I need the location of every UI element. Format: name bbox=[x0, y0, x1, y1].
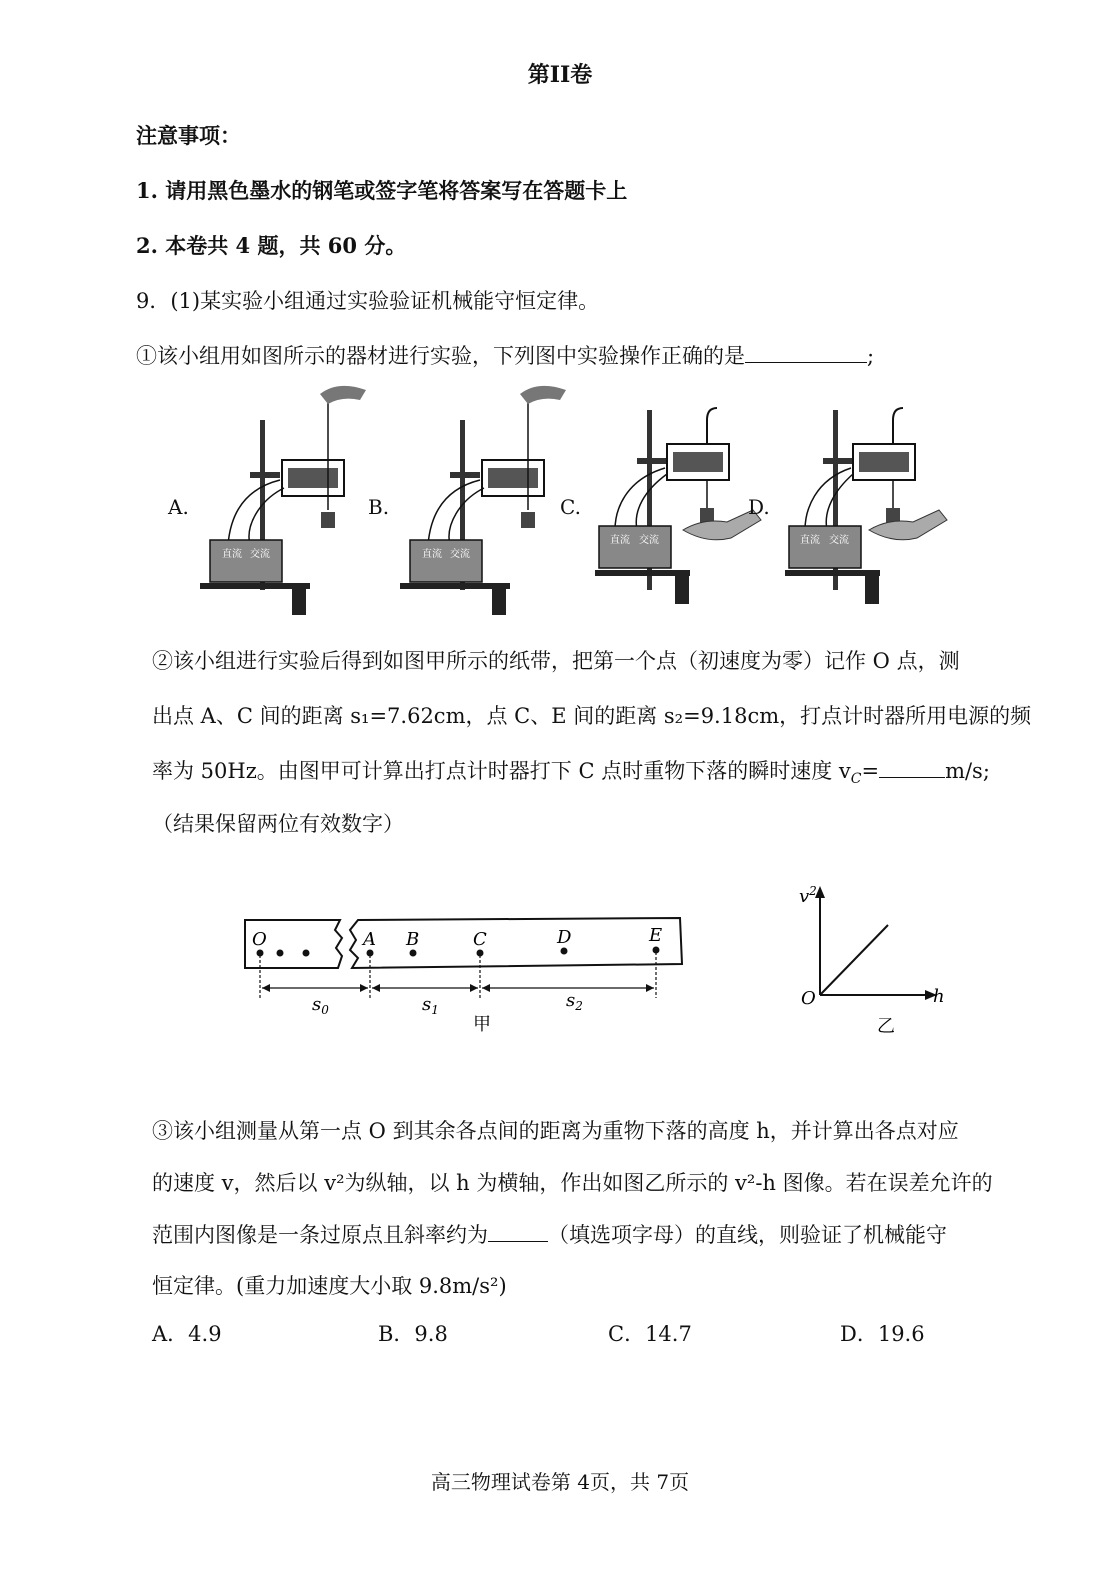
part3-line1: ③该小组测量从第一点 O 到其余各点间的距离为重物下落的高度 h，并计算出各点对应 bbox=[152, 1119, 959, 1143]
answer-blank-1[interactable] bbox=[745, 344, 867, 363]
part2-line2: 出点 A、C 间的距离 s₁=7.62cm，点 C、E 间的距离 s₂=9.18cm，打点计时器所用电源的频 bbox=[152, 704, 1032, 728]
part3-line3-a: 范围内图像是一条过原点且斜率约为 bbox=[152, 1223, 488, 1247]
notice-heading: 注意事项： bbox=[136, 123, 241, 148]
apparatus-c-diagram bbox=[595, 380, 765, 620]
apparatus-b-diagram bbox=[400, 380, 570, 620]
part3-line4: 恒定律。(重力加速度大小取 9.8m/s²) bbox=[152, 1274, 507, 1298]
answer-blank-2[interactable] bbox=[879, 759, 945, 778]
apparatus-d-diagram bbox=[785, 380, 955, 620]
tape-point-d: D bbox=[557, 927, 572, 948]
section-title: 第II卷 bbox=[527, 62, 593, 88]
question-intro: 9．(1)某实验小组通过实验验证机械能守恒定律。 bbox=[136, 289, 600, 313]
tape-point-e: E bbox=[649, 925, 663, 946]
velocity-subscript: C bbox=[850, 771, 862, 788]
box-label-ac: 交流 bbox=[450, 549, 470, 560]
part2-line1: ②该小组进行实验后得到如图甲所示的纸带，把第一个点（初速度为零）记作 O 点，测 bbox=[152, 649, 960, 673]
box-label-ac: 交流 bbox=[829, 535, 849, 546]
part1-end: ; bbox=[867, 344, 875, 368]
v2-h-line bbox=[820, 925, 888, 995]
part1-text: ①该小组用如图所示的器材进行实验，下列图中实验操作正确的是 bbox=[136, 344, 745, 368]
part2-line3 bbox=[152, 755, 990, 787]
box-label-ac: 交流 bbox=[639, 535, 659, 546]
apparatus-figure bbox=[0, 380, 1120, 620]
tape-point-o: O bbox=[252, 929, 267, 950]
option-c[interactable]: C．14.7 bbox=[608, 1322, 692, 1346]
tape-point-c: C bbox=[473, 929, 487, 950]
option-a[interactable]: A．4.9 bbox=[152, 1322, 222, 1346]
part3-line3-b: （填选项字母）的直线，则验证了机械能守 bbox=[548, 1223, 947, 1247]
part3-line2: 的速度 v，然后以 v²为纵轴，以 h 为横轴，作出如图乙所示的 v²-h 图像。若在误差允许的 bbox=[152, 1171, 993, 1195]
option-d[interactable]: D．19.6 bbox=[840, 1322, 925, 1346]
tape-caption: 甲 bbox=[473, 1014, 491, 1035]
answer-blank-3[interactable] bbox=[488, 1223, 548, 1242]
part1-line bbox=[136, 340, 874, 370]
segment-s1: $s_1$ bbox=[422, 994, 439, 1017]
paper-tape-figure bbox=[240, 910, 690, 1040]
apparatus-label-c: C. bbox=[560, 495, 581, 519]
page-footer: 高三物理试卷第 4页，共 7页 bbox=[430, 1470, 690, 1494]
part2-unit: m/s; bbox=[945, 759, 990, 783]
part2-line4: （结果保留两位有效数字） bbox=[152, 812, 404, 836]
box-label-ac: 交流 bbox=[250, 549, 270, 560]
apparatus-label-d: D. bbox=[748, 495, 770, 519]
segment-s2: $s_2$ bbox=[566, 990, 583, 1013]
v2-h-graph bbox=[795, 880, 955, 1040]
notice-item-1: 1. 请用黑色墨水的钢笔或签字笔将答案写在答题卡上 bbox=[136, 178, 628, 203]
tape-point-b: B bbox=[406, 929, 420, 950]
part2-line3-text: 率为 50Hz。由图甲可计算出打点计时器打下 C 点时重物下落的瞬时速度 v bbox=[152, 759, 851, 783]
box-label-dc: 直流 bbox=[610, 535, 630, 546]
box-label-dc: 直流 bbox=[422, 549, 442, 560]
x-axis-label: h bbox=[933, 986, 945, 1007]
part2-eq: = bbox=[861, 759, 880, 783]
y-axis-label: $v^2$ bbox=[799, 884, 817, 907]
box-label-dc: 直流 bbox=[800, 535, 820, 546]
part3-line3 bbox=[152, 1219, 947, 1249]
segment-s0: $s_0$ bbox=[312, 994, 329, 1017]
notice-item-2: 2. 本卷共 4 题，共 60 分。 bbox=[136, 233, 407, 258]
apparatus-a-diagram bbox=[200, 380, 370, 620]
apparatus-label-b: B. bbox=[368, 495, 390, 519]
box-label-dc: 直流 bbox=[222, 549, 242, 560]
tape-point-a: A bbox=[363, 929, 376, 950]
apparatus-label-a: A. bbox=[168, 495, 189, 519]
graph-caption: 乙 bbox=[877, 1016, 895, 1037]
option-b[interactable]: B．9.8 bbox=[378, 1322, 448, 1346]
origin-label: O bbox=[801, 988, 816, 1009]
